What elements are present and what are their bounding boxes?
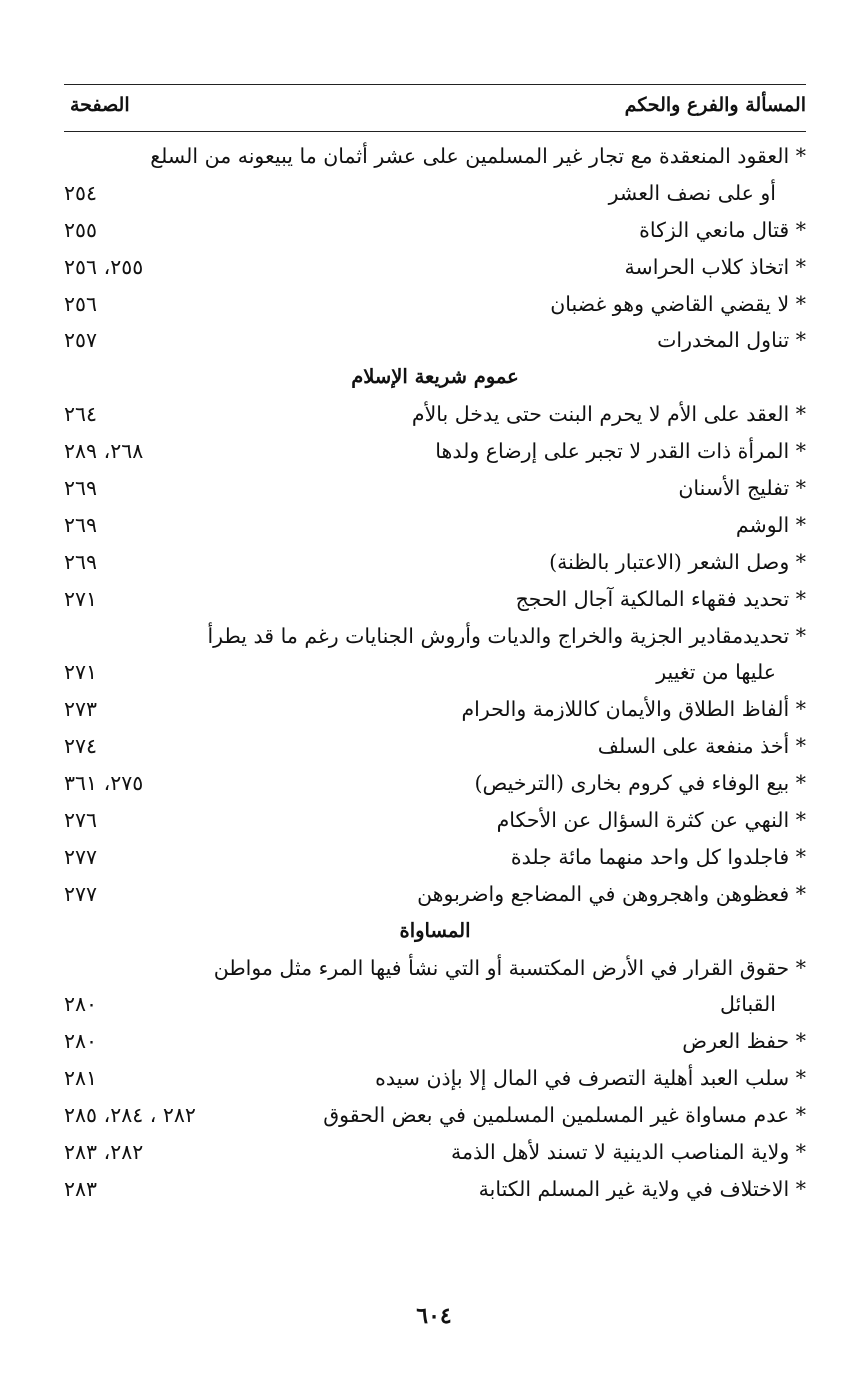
index-entries (64, 142, 806, 1212)
index-entry (64, 400, 806, 437)
index-entry (64, 695, 806, 732)
index-entry (64, 548, 806, 585)
entry-text: * الاختلاف في ولاية غير المسلم الكتابة (478, 1176, 806, 1201)
entry-text: * وصل الشعر (الاعتبار بالظنة) (549, 549, 806, 574)
entry-page-ref: ٢٥٥ (64, 217, 98, 242)
entry-text: * حفظ العرض (682, 1029, 806, 1054)
entry-page-ref: ٢٦٨، ٢٨٩ (64, 439, 144, 464)
entry-text: * ولاية المناصب الدينية لا تسند لأهل الذمة (450, 1140, 806, 1165)
entry-text: * تناول المخدرات (657, 328, 806, 353)
index-entry (64, 253, 806, 290)
index-entry (64, 954, 806, 991)
index-entry (64, 843, 806, 880)
entry-page-ref: ٢٨٣ (64, 1176, 98, 1201)
entry-page-ref: ٢٨٠ (64, 992, 98, 1017)
index-entry (64, 326, 806, 363)
index-entry (64, 769, 806, 806)
section-title: المساواة (399, 918, 471, 942)
entry-page-ref: ٢٧٧ (64, 844, 98, 869)
entry-text: * سلب العبد أهلية التصرف في المال إلا بإذن سيده (375, 1066, 806, 1091)
entry-page-ref: ٢٥٦ (64, 291, 98, 316)
entry-page-ref: ٢٥٧ (64, 328, 98, 353)
entry-page-ref: ٢٦٩ (64, 549, 98, 574)
entry-page-ref: ٢٦٩ (64, 476, 98, 501)
entry-text: * العقد على الأم لا يحرم البنت حتى يدخل بالأم (411, 402, 806, 427)
index-entry (64, 1101, 806, 1138)
index-entry (64, 1064, 806, 1101)
entry-text: * لا يقضي القاضي وهو غضبان (550, 291, 806, 316)
index-entry (64, 658, 806, 695)
index-entry (64, 1138, 806, 1175)
index-entry (64, 1027, 806, 1064)
index-entry (64, 1175, 806, 1212)
index-entry (64, 437, 806, 474)
index-entry (64, 511, 806, 548)
entry-page-ref: ٢٨٢، ٢٨٣ (64, 1140, 144, 1165)
section-title: عموم شريعة الإسلام (351, 365, 519, 389)
entry-text: * تفليج الأسنان (678, 476, 806, 501)
section-heading (64, 363, 806, 400)
entry-page-ref: ٢٧٥، ٣٦١ (64, 771, 144, 796)
entry-page-ref: ٢٨٠ (64, 1029, 98, 1054)
section-heading (64, 917, 806, 954)
entry-text: * ألفاظ الطلاق والأيمان كاللازمة والحرام (461, 697, 806, 722)
entry-page-ref: ٢٧٤ (64, 734, 98, 759)
entry-text: القبائل (720, 992, 776, 1017)
column-header (64, 84, 806, 132)
page-number: ٦٠٤ (416, 1303, 452, 1329)
entry-text: * فعظوهن واهجروهن في المضاجع واضربوهن (417, 881, 806, 906)
entry-text: * قتال مانعي الزكاة (639, 217, 806, 242)
entry-text: عليها من تغيير (656, 660, 776, 685)
entry-page-ref: ٢٧٣ (64, 697, 98, 722)
entry-text: * حقوق القرار في الأرض المكتسبة أو التي نشأ فيها المرء مثل مواطن (213, 955, 806, 980)
entry-page-ref: ٢٧٧ (64, 881, 98, 906)
entry-page-ref: ٢٥٥، ٢٥٦ (64, 254, 144, 279)
entry-page-ref: ٢٧١ (64, 660, 98, 685)
index-entry (64, 806, 806, 843)
index-entry (64, 474, 806, 511)
entry-text: * بيع الوفاء في كروم بخارى (الترخيص) (474, 771, 806, 796)
index-entry (64, 622, 806, 659)
entry-page-ref: ٢٧٦ (64, 808, 98, 833)
index-entry (64, 142, 806, 179)
entry-page-ref: ٢٨١ (64, 1066, 98, 1091)
entry-page-ref: ٢٨٢ ، ٢٨٤، ٢٨٥ (64, 1103, 196, 1128)
entry-text: * عدم مساواة غير المسلمين المسلمين في بعض الحقوق (323, 1103, 806, 1128)
entry-text: * تحديد فقهاء المالكية آجال الحجج (515, 586, 806, 611)
index-entry (64, 880, 806, 917)
index-entry (64, 216, 806, 253)
index-entry (64, 732, 806, 769)
entry-text: * تحديدمقادير الجزية والخراج والديات وأروش الجنايات رغم ما قد يطرأ (207, 623, 806, 648)
entry-text: * فاجلدوا كل واحد منهما مائة جلدة (510, 844, 806, 869)
entry-text: * العقود المنعقدة مع تجار غير المسلمين على عشر أثمان ما يبيعونه من السلع (150, 144, 806, 168)
header-topic-label: المسألة والفرع والحكم (624, 94, 806, 116)
entry-page-ref: ٢٥٤ (64, 180, 98, 205)
index-entry (64, 179, 806, 216)
index-entry (64, 585, 806, 622)
entry-text: * النهي عن كثرة السؤال عن الأحكام (496, 808, 806, 833)
entry-text: * المرأة ذات القدر لا تجبر على إرضاع ولدها (435, 439, 806, 464)
index-entry (64, 290, 806, 327)
entry-text: * اتخاذ كلاب الحراسة (624, 254, 806, 279)
entry-text: أو على نصف العشر (608, 180, 776, 205)
entry-page-ref: ٢٦٩ (64, 512, 98, 537)
header-page-label: الصفحة (70, 94, 130, 116)
entry-text: * أخذ منفعة على السلف (597, 734, 806, 759)
index-entry (64, 990, 806, 1027)
entry-text: * الوشم (735, 512, 806, 537)
entry-page-ref: ٢٦٤ (64, 402, 98, 427)
entry-page-ref: ٢٧١ (64, 586, 98, 611)
